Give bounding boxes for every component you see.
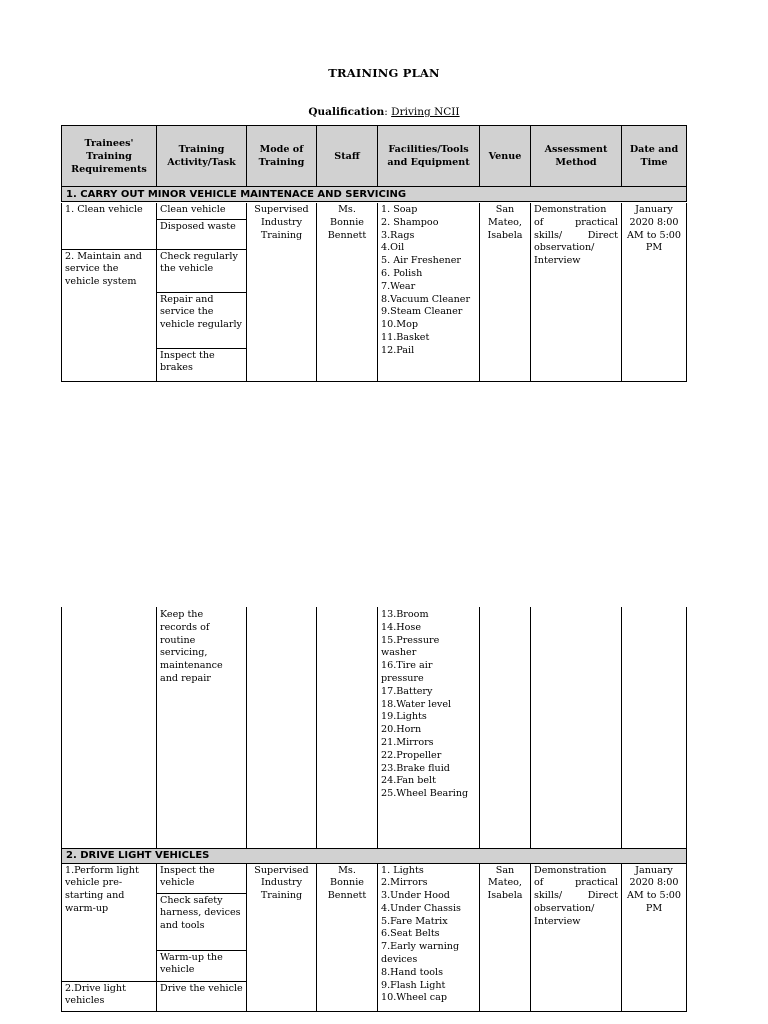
facility-item: 15.Pressure washer [381,634,440,659]
header-date: Date and Time [622,126,687,187]
section-row [62,187,687,202]
section1-title: 1. CARRY OUT MINOR VEHICLE MAINTENACE AND SERVICING [62,187,687,202]
requirement-cell: 2. Maintain and service the vehicle system [62,249,157,381]
facility-item: 22.Propeller [381,749,442,761]
facility-item: 3.Under Hood [381,890,450,902]
facility-item: 18.Water level [381,698,452,710]
staff-cell [317,607,378,848]
section-row [62,848,687,863]
requirement-cell: 1. Clean vehicle [62,203,157,249]
facility-item: 21.Mirrors [381,736,434,748]
header-requirements: Trainees' Training Requirements [62,126,157,187]
assessment-cell: Demonstration of practical skills/ Direct observation/ Interview [531,203,622,381]
date-cell: January 2020 8:00 AM to 5:00 PM [622,863,687,1011]
facility-item: 1. Soap [381,204,418,215]
facility-item: 16.Tire air pressure [381,660,433,684]
task-cell: Repair and service the vehicle regularly [157,292,247,348]
requirement-cell [62,607,157,848]
mode-cell: Supervised Industry Training [247,203,317,381]
header-staff: Staff [317,126,378,187]
facility-item: 2.Mirrors [381,877,428,889]
facility-item: 5. Air Freshener [381,255,461,267]
task-cell: Check regularly the vehicle [157,249,247,292]
qualification-label: Qualification [308,106,385,118]
facility-item: 7.Wear [381,280,416,292]
facility-item: 24.Fan belt [381,775,436,787]
facility-item: 12.Pail [381,344,415,356]
section1-body [61,203,687,382]
header-facilities: Facilities/Tools and Equipment [378,126,480,187]
header-venue: Venue [480,126,531,187]
facility-item: 8.Vacuum Cleaner [381,293,471,305]
venue-cell: San Mateo, Isabela [480,203,531,381]
facilities-cell [378,863,480,1011]
facility-item: 1. Lights [381,864,424,876]
facilities-list [381,204,476,358]
facility-item: 7.Early warning devices [381,941,460,966]
facility-item: 20.Horn [381,724,422,736]
venue-cell [480,607,531,848]
task-cell: Inspect the brakes [157,348,247,381]
training-plan-table-continued [61,607,687,1012]
facility-item: 5.Fare Matrix [381,915,448,927]
facility-item: 4.Under Chassis [381,902,461,914]
task-cell: Drive the vehicle [157,981,247,1011]
facility-item: 3.Rags [381,229,415,241]
table-row [62,863,687,893]
facilities-cell [378,203,480,381]
assessment-cell: Demonstration of practical skills/ Direct observation/ Interview [531,863,622,1011]
task-cell: Check safety harness, devices and tools [157,893,247,950]
facility-item: 10.Wheel cap [381,992,448,1004]
header-activity: Training Activity/Task [157,126,247,187]
mode-cell [247,607,317,848]
requirement-cell: 2.Drive light vehicles [62,981,157,1011]
facility-item: 10.Mop [381,319,418,331]
facility-item: 11.Basket [381,331,430,343]
qualification-line: Qualification: Driving NCII [308,106,460,118]
section2-title: 2. DRIVE LIGHT VEHICLES [62,848,687,863]
training-plan-table [61,125,687,202]
task-cell: Disposed waste [157,219,247,249]
table-row [62,203,687,219]
facility-item: 13.Broom [381,609,429,620]
task-cell: Keep the records of routine servicing, maintenance and repair [157,607,247,848]
facility-item: 8.Hand tools [381,966,444,978]
table-row [62,607,687,848]
facility-item: 2. Shampoo [381,216,439,228]
qualification-value: Driving NCII [391,106,460,118]
date-cell: January 2020 8:00 AM to 5:00 PM [622,203,687,381]
header-mode: Mode of Training [247,126,317,187]
facility-item: 9.Steam Cleaner [381,306,463,318]
facility-item: 4.Oil [381,242,405,254]
header-assessment: Assessment Method [531,126,622,187]
mode-cell: Supervised Industry Training [247,863,317,1011]
facility-item: 9.Flash Light [381,979,446,991]
facility-item: 6. Polish [381,267,423,279]
staff-cell: Ms. Bonnie Bennett [317,863,378,1011]
requirement-cell: 1.Perform light vehicle pre-starting and warm-up [62,863,157,981]
assessment-cell [531,607,622,848]
date-cell [622,607,687,848]
venue-cell: San Mateo, Isabela [480,863,531,1011]
task-cell: Inspect the vehicle [157,863,247,893]
task-cell: Clean vehicle [157,203,247,219]
facilities-list [381,865,476,1006]
facility-item: 6.Seat Belts [381,928,440,940]
facility-item: 23.Brake fluid [381,762,450,774]
facility-item: 17.Battery [381,685,433,697]
facilities-cell [378,607,480,848]
staff-cell: Ms. Bonnie Bennett [317,203,378,381]
facility-item: 25.Wheel Bearing [381,788,469,800]
facility-item: 19.Lights [381,711,427,723]
facility-item: 14.Hose [381,621,422,633]
page-title: TRAINING PLAN [328,66,440,80]
header-row [62,126,687,187]
task-cell: Warm-up the vehicle [157,950,247,981]
facilities-list [381,609,476,801]
